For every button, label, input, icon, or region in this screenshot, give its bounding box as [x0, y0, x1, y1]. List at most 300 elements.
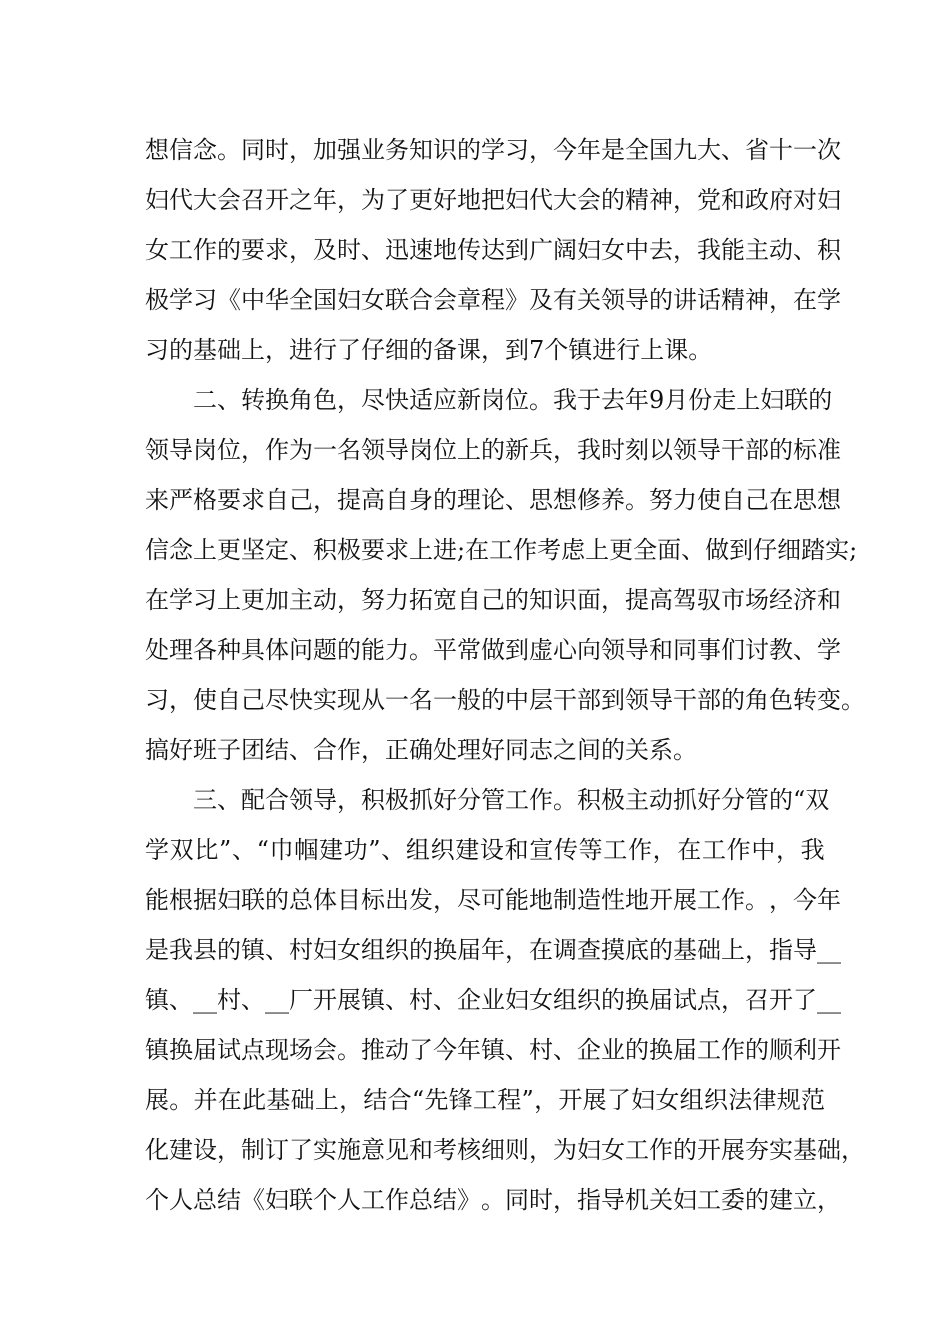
text-glyph: 导	[649, 686, 673, 714]
text-glyph: 展	[721, 1136, 745, 1164]
text-glyph: 传	[553, 836, 578, 864]
text-glyph: 迅	[385, 236, 409, 264]
text-glyph: ，	[529, 1136, 553, 1164]
text-glyph: 妇	[505, 186, 529, 214]
text-glyph: ”	[368, 836, 381, 864]
text-glyph: 岗	[481, 386, 505, 414]
text-glyph: 尽	[361, 386, 385, 414]
text-glyph: 华	[265, 286, 289, 314]
text-glyph: 比	[194, 836, 219, 864]
text-glyph: 知	[409, 136, 433, 164]
text-glyph: 动	[313, 586, 337, 614]
text-glyph: 了	[409, 1036, 433, 1064]
text-glyph: 妇	[217, 886, 241, 914]
text-glyph: 的	[745, 1186, 769, 1214]
text-glyph: 会	[313, 1036, 337, 1064]
text-glyph: 到	[505, 636, 529, 664]
text-glyph: 积	[577, 786, 601, 814]
text-glyph: 种	[217, 636, 241, 664]
text-glyph: “	[411, 1086, 425, 1114]
text-glyph: 导	[793, 936, 817, 964]
text-glyph: 面	[657, 536, 682, 564]
text-glyph: 、	[681, 536, 706, 564]
text-glyph: 动	[385, 1036, 409, 1064]
text-glyph: 的	[433, 486, 457, 514]
text-glyph: ，	[433, 886, 457, 914]
text-glyph: 夯	[745, 1136, 769, 1164]
text-glyph: 位	[433, 436, 457, 464]
text-glyph: 工	[697, 1036, 721, 1064]
paragraph-heading-line	[145, 775, 830, 825]
text-glyph: 分	[457, 786, 481, 814]
text-glyph: 来	[145, 486, 169, 514]
text-glyph: 好	[433, 786, 457, 814]
text-glyph: 对	[793, 186, 817, 214]
text-glyph: 导	[625, 636, 649, 664]
text-glyph: 的	[457, 136, 481, 164]
text-glyph: 业	[601, 1036, 625, 1064]
text-glyph: 到	[505, 236, 529, 264]
text-glyph: 学	[145, 836, 169, 864]
text-glyph: 结	[433, 1186, 457, 1214]
text-glyph: 女	[601, 1136, 625, 1164]
text-glyph: 国	[649, 136, 673, 164]
text-glyph: 走	[712, 386, 737, 414]
text-glyph: 业	[361, 136, 385, 164]
text-glyph: 了	[606, 1086, 631, 1114]
text-glyph: 时	[601, 436, 625, 464]
text-glyph: 全	[633, 536, 658, 564]
text-glyph: 基	[793, 1136, 817, 1164]
text-glyph: 、	[553, 1036, 577, 1064]
text-glyph: 展	[337, 986, 361, 1014]
paragraph-heading-line	[145, 375, 833, 425]
text-glyph: 化	[145, 1136, 169, 1164]
text-glyph: 会	[217, 186, 241, 214]
text-glyph: 、	[217, 786, 241, 814]
text-glyph: 等	[578, 836, 603, 864]
text-glyph: 个	[313, 1186, 337, 1214]
text-line	[145, 1025, 841, 1075]
text-glyph: 础	[697, 936, 721, 964]
text-glyph: ，	[313, 486, 337, 514]
text-glyph: 能	[505, 886, 529, 914]
text-glyph: 的	[601, 186, 625, 214]
text-glyph: 工	[361, 1186, 385, 1214]
text-glyph: 三	[193, 786, 217, 814]
text-glyph: 、	[793, 636, 817, 664]
text-glyph: 联	[289, 1186, 313, 1214]
text-glyph: 配	[241, 786, 265, 814]
text-line	[145, 275, 841, 325]
text-glyph: 村	[289, 936, 313, 964]
text-glyph: 位	[505, 386, 529, 414]
text-glyph: 考	[537, 536, 562, 564]
text-glyph: 调	[553, 936, 577, 964]
text-glyph: 换	[649, 1036, 673, 1064]
text-glyph: ，	[841, 1136, 865, 1164]
text-glyph: 法	[728, 1086, 753, 1114]
text-glyph: 到	[729, 536, 754, 564]
text-glyph: 上	[585, 536, 610, 564]
text-glyph: 讨	[745, 636, 769, 664]
text-glyph: 新	[457, 386, 481, 414]
text-glyph: 努	[649, 486, 673, 514]
text-glyph: 力	[385, 636, 409, 664]
text-glyph: 识	[553, 586, 577, 614]
text-glyph: 传	[457, 236, 481, 264]
text-line	[145, 225, 841, 275]
text-glyph: 极	[601, 786, 625, 814]
text-glyph: 建	[455, 836, 480, 864]
text-glyph: 神	[745, 286, 769, 314]
text-glyph: 工	[169, 236, 193, 264]
text-glyph: 作	[649, 1136, 673, 1164]
text-line	[145, 575, 841, 625]
text-glyph: 点	[697, 986, 721, 1014]
text-glyph: 女	[361, 286, 385, 314]
text-glyph: 性	[601, 886, 625, 914]
text-glyph: 提	[337, 486, 361, 514]
text-glyph: 会	[577, 186, 601, 214]
text-line	[145, 625, 841, 675]
text-glyph: 工	[701, 836, 726, 864]
text-glyph: 换	[625, 986, 649, 1014]
text-glyph: 一	[385, 686, 409, 714]
text-glyph: 试	[217, 1036, 241, 1064]
text-glyph: 一	[793, 136, 817, 164]
text-glyph: 顺	[769, 1036, 793, 1064]
text-glyph: ;	[849, 536, 858, 564]
text-glyph: 问	[289, 636, 313, 664]
text-glyph: 合	[387, 1086, 412, 1114]
text-glyph: 求	[265, 236, 289, 264]
text-glyph: 月	[664, 386, 689, 414]
text-glyph: 更	[241, 586, 265, 614]
text-glyph: 开	[769, 986, 793, 1014]
text-glyph: 色	[769, 686, 793, 714]
text-glyph: 届	[457, 936, 481, 964]
text-glyph: 一	[313, 436, 337, 464]
text-glyph: _	[829, 986, 841, 1014]
text-glyph: 意	[361, 1136, 385, 1164]
text-glyph: 思	[529, 486, 553, 514]
text-glyph: 应	[433, 386, 457, 414]
text-glyph: 。	[529, 386, 553, 414]
text-glyph: 快	[385, 386, 409, 414]
text-glyph: 的	[649, 936, 673, 964]
text-glyph: 年	[457, 1036, 481, 1064]
text-glyph: 尽	[265, 686, 289, 714]
text-glyph: 主	[289, 586, 313, 614]
text-glyph: 的	[808, 386, 833, 414]
text-glyph: 实	[825, 536, 850, 564]
text-glyph: ，	[721, 986, 745, 1014]
text-glyph: 镇	[361, 986, 385, 1014]
text-glyph: 标	[361, 886, 385, 914]
text-glyph: 导	[169, 436, 193, 464]
text-glyph: 妇	[313, 936, 337, 964]
text-glyph: 驭	[697, 586, 721, 614]
text-glyph: 精	[721, 286, 745, 314]
text-glyph: 摸	[601, 936, 625, 964]
text-glyph: 速	[409, 236, 433, 264]
text-glyph: 建	[169, 1136, 193, 1164]
text-glyph: 作	[385, 1186, 409, 1214]
text-glyph: 妇	[817, 186, 841, 214]
text-glyph: 、	[289, 536, 313, 564]
text-line	[145, 525, 858, 575]
text-glyph: 的	[745, 1036, 769, 1064]
text-glyph: 。	[745, 886, 769, 914]
text-glyph: 到	[601, 686, 625, 714]
text-glyph: 。	[481, 1186, 505, 1214]
text-glyph: 高	[649, 586, 673, 614]
text-glyph: 同	[673, 636, 697, 664]
text-glyph: 、	[433, 986, 457, 1014]
text-glyph: 虚	[529, 636, 553, 664]
text-glyph: 名	[409, 686, 433, 714]
text-glyph: 更	[409, 186, 433, 214]
text-glyph: 作	[265, 436, 289, 464]
text-glyph: 具	[241, 636, 265, 664]
text-glyph: 我	[169, 936, 193, 964]
text-glyph: 全	[289, 286, 313, 314]
text-glyph: 能	[145, 886, 169, 914]
text-glyph: ，	[769, 286, 793, 314]
text-glyph: 年	[817, 886, 841, 914]
text-glyph: ，	[553, 1186, 577, 1214]
text-glyph: 作	[721, 886, 745, 914]
text-line	[145, 1075, 825, 1125]
text-glyph: 联	[385, 286, 409, 314]
text-glyph: 机	[625, 1186, 649, 1214]
text-line	[145, 175, 841, 225]
text-glyph: ，	[241, 436, 265, 464]
text-glyph: 代	[169, 186, 193, 214]
text-glyph: 设	[193, 1136, 217, 1164]
text-glyph: 关	[577, 286, 601, 314]
text-glyph: ;	[457, 536, 466, 564]
text-glyph: 考	[433, 1136, 457, 1164]
text-glyph: 仔	[753, 536, 778, 564]
text-glyph: 要	[217, 486, 241, 514]
text-glyph: 妇	[505, 986, 529, 1014]
text-glyph: 同	[505, 1186, 529, 1214]
text-glyph: 领	[361, 436, 385, 464]
text-glyph: 们	[721, 636, 745, 664]
text-glyph: ，	[289, 236, 313, 264]
text-glyph: 细	[481, 1136, 505, 1164]
text-glyph: 则	[505, 1136, 529, 1164]
text-glyph: 妇	[337, 286, 361, 314]
text-glyph: 联	[784, 386, 809, 414]
text-glyph: 。	[841, 686, 865, 714]
text-glyph: 、	[241, 986, 265, 1014]
text-glyph: _	[817, 986, 829, 1014]
text-glyph: 的	[409, 936, 433, 964]
text-glyph: _	[193, 986, 205, 1014]
text-glyph: 妇	[577, 1136, 601, 1164]
text-glyph: 建	[769, 1186, 793, 1214]
text-glyph: 拓	[409, 586, 433, 614]
text-glyph: 妇	[631, 1086, 656, 1114]
text-glyph: 女	[529, 986, 553, 1014]
text-glyph: ”	[521, 1086, 534, 1114]
text-glyph: 中	[241, 286, 265, 314]
text-glyph: 章	[457, 286, 481, 314]
text-glyph: 。	[625, 486, 649, 514]
text-glyph: 制	[553, 886, 577, 914]
text-glyph: 开	[817, 1036, 841, 1064]
text-glyph: 变	[817, 686, 841, 714]
text-glyph: 时	[265, 136, 289, 164]
text-glyph: 知	[529, 586, 553, 614]
text-glyph: 实	[313, 686, 337, 714]
text-glyph: 使	[193, 686, 217, 714]
text-glyph: 见	[385, 1136, 409, 1164]
text-glyph: 场	[745, 586, 769, 614]
text-glyph: 之	[289, 186, 313, 214]
text-glyph: 济	[793, 586, 817, 614]
text-glyph: 学	[169, 286, 193, 314]
text-glyph: 念	[193, 136, 217, 164]
text-glyph: ，	[289, 136, 313, 164]
text-glyph: 、	[793, 236, 817, 264]
text-glyph: ，	[505, 936, 529, 964]
text-glyph: 开	[265, 186, 289, 214]
text-glyph: 此	[242, 1086, 267, 1114]
text-glyph: 点	[241, 1036, 265, 1064]
text-glyph: 在	[793, 286, 817, 314]
text-glyph: 事	[697, 636, 721, 664]
text-glyph: ，	[337, 586, 361, 614]
text-glyph: 极	[385, 786, 409, 814]
text-glyph: 己	[289, 486, 313, 514]
text-glyph: 理	[169, 636, 193, 664]
text-glyph: 今	[793, 886, 817, 914]
text-glyph: 快	[289, 686, 313, 714]
text-glyph: 自	[217, 686, 241, 714]
text-glyph: 府	[769, 186, 793, 214]
text-glyph: 我	[800, 836, 825, 864]
text-glyph: 展	[582, 1086, 607, 1114]
text-glyph: 组	[361, 936, 385, 964]
text-glyph: 律	[752, 1086, 777, 1114]
text-glyph: 女	[337, 936, 361, 964]
text-glyph: ，	[217, 1136, 241, 1164]
text-glyph: 了	[793, 986, 817, 1014]
text-glyph: 使	[697, 486, 721, 514]
text-glyph: 政	[745, 186, 769, 214]
text-glyph: 合	[265, 786, 289, 814]
text-glyph: 。	[409, 636, 433, 664]
text-glyph: 转	[793, 686, 817, 714]
text-glyph: 好	[697, 786, 721, 814]
text-glyph: 妇	[673, 1186, 697, 1214]
text-glyph: 业	[481, 986, 505, 1014]
text-glyph: 角	[745, 686, 769, 714]
text-glyph: 处	[145, 636, 169, 664]
text-glyph: 工	[603, 836, 628, 864]
text-glyph: 体	[265, 636, 289, 664]
text-glyph: 施	[337, 1136, 361, 1164]
text-glyph: 为	[361, 186, 385, 214]
text-line	[145, 125, 841, 175]
text-glyph: 心	[553, 636, 577, 664]
text-glyph: 换	[433, 936, 457, 964]
text-glyph: 严	[169, 486, 193, 514]
text-glyph: 工	[489, 536, 514, 564]
text-line	[145, 875, 841, 925]
text-glyph: 教	[769, 636, 793, 664]
text-glyph: 坚	[241, 536, 265, 564]
text-glyph: 上	[736, 386, 761, 414]
text-glyph: “	[793, 786, 806, 814]
text-glyph: 强	[337, 136, 361, 164]
text-glyph: 地	[529, 886, 553, 914]
text-glyph: 于	[577, 386, 601, 414]
text-glyph: 细	[777, 536, 802, 564]
text-glyph: 时	[337, 236, 361, 264]
text-glyph: 力	[385, 586, 409, 614]
text-glyph: 召	[241, 186, 265, 214]
text-glyph: 刻	[625, 436, 649, 464]
text-glyph: ，	[337, 186, 361, 214]
text-glyph: 的	[481, 436, 505, 464]
text-glyph: 常	[457, 636, 481, 664]
text-glyph: 以	[649, 436, 673, 464]
text-glyph: ，	[673, 186, 697, 214]
text-glyph: 己	[481, 586, 505, 614]
text-glyph: 妇	[145, 186, 169, 214]
text-glyph: 导	[697, 436, 721, 464]
text-glyph: 上	[217, 586, 241, 614]
text-glyph: 自	[385, 486, 409, 514]
text-glyph: 个	[145, 1186, 169, 1214]
text-glyph: ，	[529, 136, 553, 164]
text-glyph: 试	[673, 986, 697, 1014]
text-glyph: 、	[217, 386, 241, 414]
text-glyph: 中	[751, 836, 776, 864]
text-glyph: 想	[817, 486, 841, 514]
text-glyph: 总	[409, 1186, 433, 1214]
document-body	[145, 125, 865, 1225]
text-glyph: 工	[697, 886, 721, 914]
text-glyph: ”	[219, 836, 232, 864]
text-glyph: 妇	[577, 236, 601, 264]
text-glyph: 宽	[433, 586, 457, 614]
text-glyph: 《	[241, 1186, 265, 1214]
text-glyph: 能	[361, 636, 385, 664]
text-glyph: 定	[265, 536, 289, 564]
text-line: 习的基础上，进行了仔细的备课，到7个镇进行上课。	[145, 336, 713, 364]
text-glyph: 订	[265, 1136, 289, 1164]
text-glyph: 求	[385, 536, 409, 564]
text-glyph: ，	[769, 886, 793, 914]
text-glyph: 的	[625, 1036, 649, 1064]
text-glyph: 、	[265, 936, 289, 964]
text-glyph: 规	[776, 1086, 801, 1114]
text-glyph: 体	[313, 886, 337, 914]
text-glyph: 在	[769, 486, 793, 514]
text-glyph: 岗	[409, 436, 433, 464]
text-glyph: 理	[457, 486, 481, 514]
text-glyph: 宣	[529, 836, 554, 864]
text-glyph: 般	[457, 686, 481, 714]
text-glyph: 利	[793, 1036, 817, 1064]
text-glyph: 县	[193, 936, 217, 964]
